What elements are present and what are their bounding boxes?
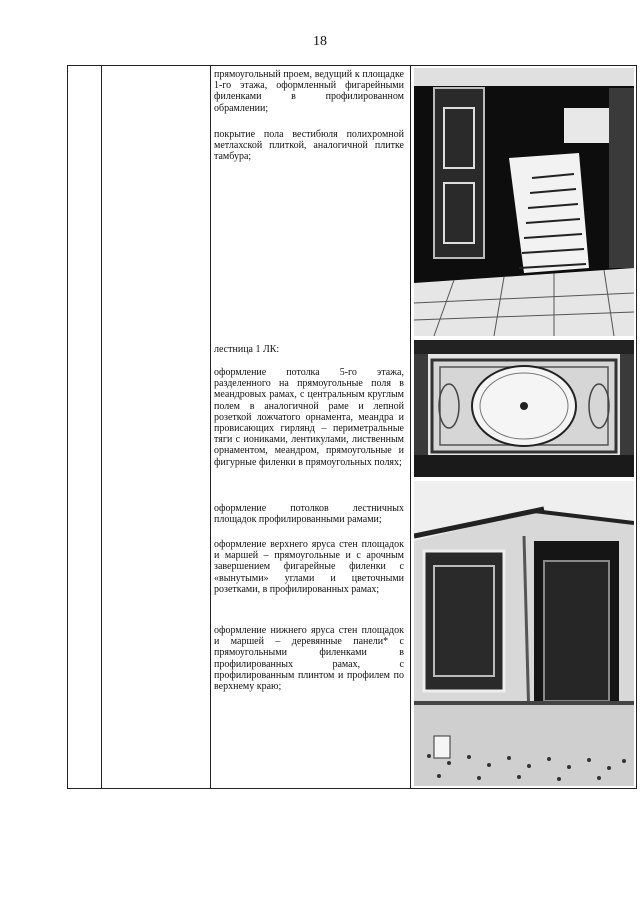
page-number: 18 [313,34,327,49]
description-paragraph: оформление потолков лестничных площадок профилированными рамами; [214,503,404,526]
column-divider [101,66,102,788]
description-column [214,66,408,788]
ceiling-rosette-photo [414,340,634,477]
description-paragraph: оформление верхнего яруса стен площадок и маршей – прямоугольные и с арочным завершением фигарейные филенки с «вынутыми» углами и цветочными розетками, в профилированных рамах; [214,539,404,595]
description-paragraph: покрытие пола вестибюля полихромной метлахской плиткой, аналогичной плитке тамбура; [214,129,404,163]
column-divider [210,66,211,788]
monument-table [67,65,637,789]
section-heading: лестница 1 ЛК: [214,344,280,355]
description-paragraph: оформление нижнего яруса стен площадок и маршей – деревянные панели* с прямоугольными филенками в профилированных рамах, с профилированным плинтом и профилем по верхнему краю; [214,625,404,693]
description-paragraph: оформление потолка 5-го этажа, разделенного на прямоугольные поля в меандровых рамах, с центральным круглым полем в аналогичной раме и лепной розеткой ложчатого орнамента, меандра и провисающих гирлянд – периметральные тяги с иониками, лентикулами, лиственным орнаментом, меандром, прямоугольные и фигурные филенки в прямоугольных полях; [214,367,404,468]
staircase-walls-photo [414,481,634,786]
vestibule-staircase-photo [414,68,634,336]
column-divider [410,66,411,788]
description-paragraph: прямоугольный проем, ведущий к площадке 1-го этажа, оформленный фигарейными филенками в профилированном обрамлении; [214,69,404,114]
